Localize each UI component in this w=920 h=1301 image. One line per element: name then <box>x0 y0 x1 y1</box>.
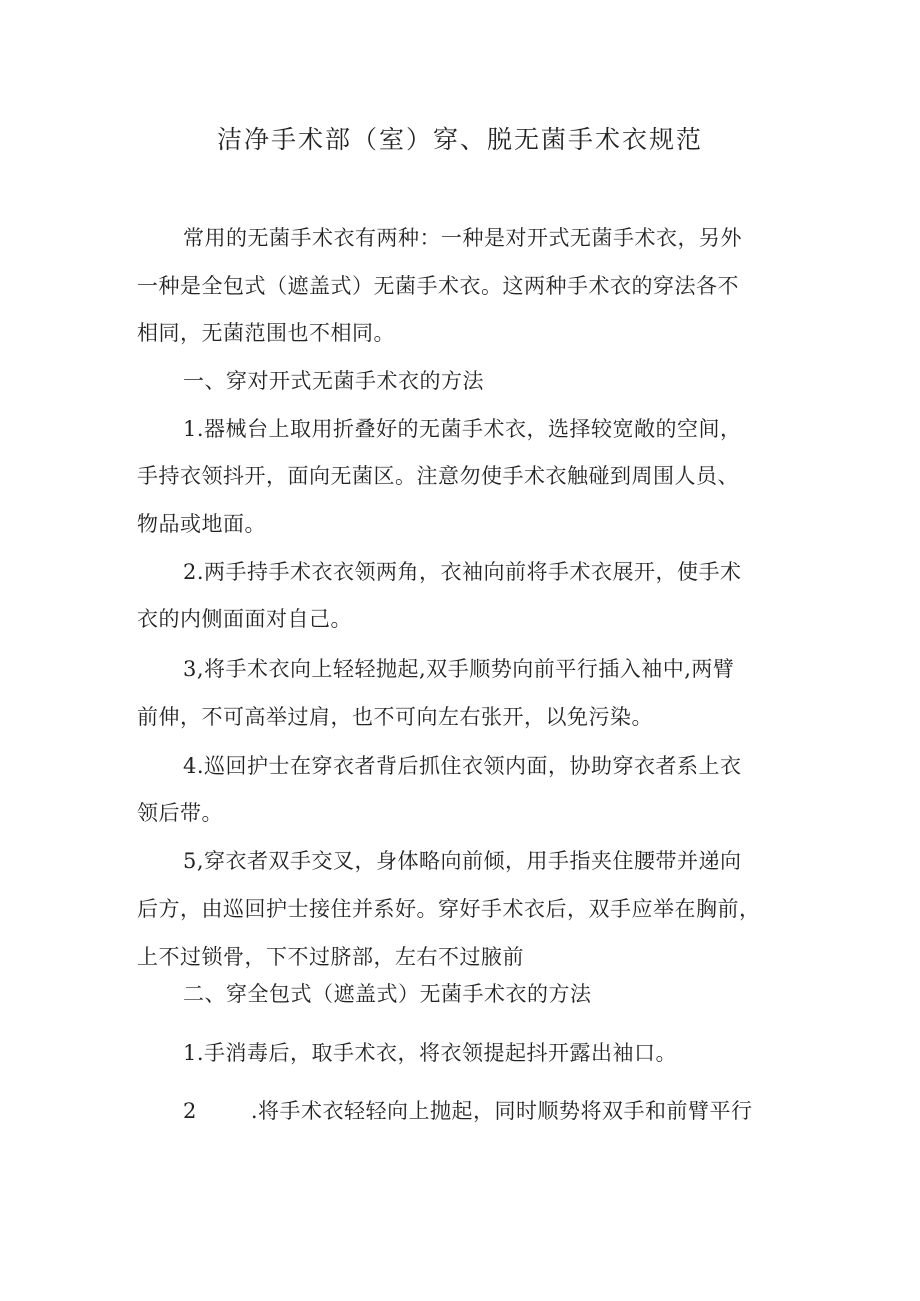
section1-item5-line2: 后方，由巡回护士接住并系好。穿好手术衣后，双手应举在胸前， <box>137 897 761 921</box>
section1-item5-line1: 5,穿衣者双手交叉，身体略向前倾，用手指夹住腰带并递向 <box>183 849 742 873</box>
section1-item1-line2: 手持衣领抖开，面向无菌区。注意勿使手术衣触碰到周围人员、 <box>137 464 739 488</box>
section2-item2-number: 2 <box>183 1099 197 1123</box>
intro-line-1: 常用的无菌手术衣有两种：一种是对开式无菌手术衣，另外 <box>183 226 742 250</box>
intro-line-3: 相同，无菌范围也不相同。 <box>137 321 395 345</box>
section1-item3-line2: 前伸，不可高举过肩，也不可向左右张开，以免污染。 <box>137 705 653 729</box>
section2-item2-text: .将手术衣轻轻向上抛起，同时顺势将双手和前臂平行 <box>250 1099 753 1123</box>
document-title: 洁净手术部（室）穿、脱无菌手术衣规范 <box>216 125 703 154</box>
section2-item2-line1 <box>183 1095 753 1127</box>
section2-item1-line1: 1.手消毒后，取手术衣，将衣领提起抖开露出袖口。 <box>183 1041 678 1065</box>
section1-heading: 一、穿对开式无菌手术衣的方法 <box>183 369 484 393</box>
section1-item4-line1: 4.巡回护士在穿衣者背后抓住衣领内面，协助穿衣者系上衣 <box>183 754 742 778</box>
section1-item1-line3: 物品或地面。 <box>137 512 266 536</box>
section2-heading: 二、穿全包式（遮盖式）无菌手术衣的方法 <box>183 982 592 1006</box>
section1-item4-line2: 领后带。 <box>137 801 223 825</box>
section1-item2-line1: 2.两手持手术衣衣领两角，衣袖向前将手术衣展开，使手术 <box>183 560 742 584</box>
section1-item1-line1: 1.器械台上取用折叠好的无菌手术衣，选择较宽敞的空间， <box>183 417 742 441</box>
section1-item2-line2: 衣的内侧面面对自己。 <box>137 607 352 631</box>
section1-item3-line1: 3,将手术衣向上轻轻抛起,双手顺势向前平行插入袖中,两臂 <box>183 657 735 681</box>
intro-line-2: 一种是全包式（遮盖式）无菌手术衣。这两种手术衣的穿法各不 <box>137 274 739 298</box>
section1-item5-line3: 上不过锁骨，下不过脐部，左右不过腋前 <box>137 945 524 969</box>
